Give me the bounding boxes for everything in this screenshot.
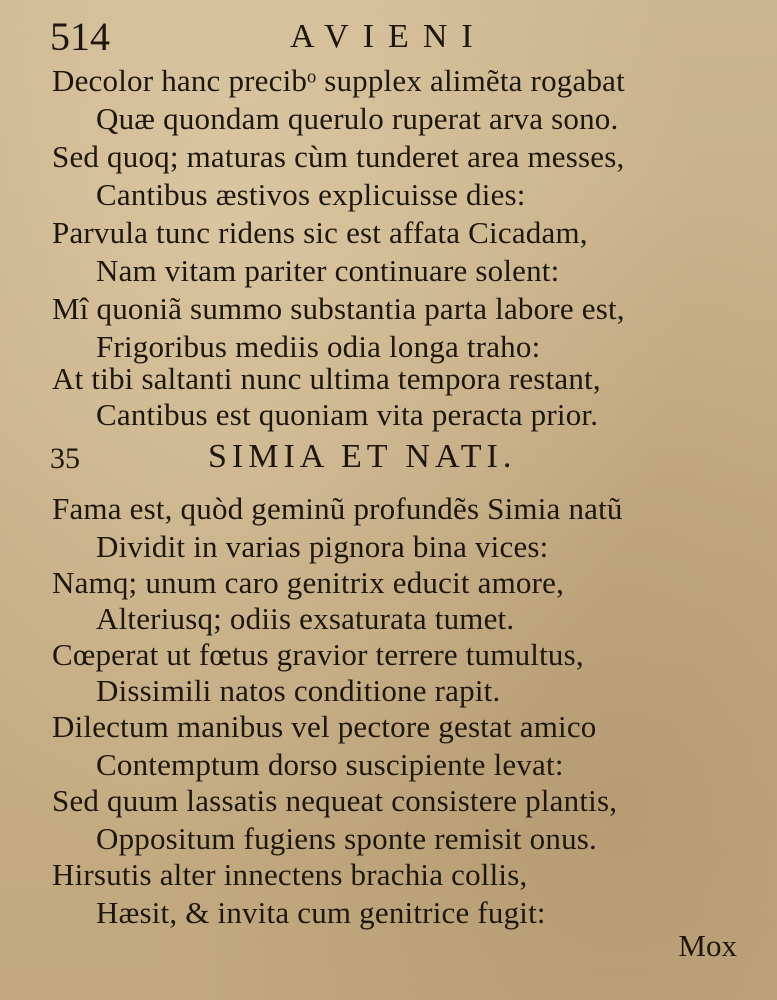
verse-line: Frigoribus mediis odia longa traho: xyxy=(96,329,541,364)
verse-line: Cantibus est quoniam vita peracta prior. xyxy=(96,397,599,432)
verse-line: Cœperat ut fœtus gravior terrere tumultus, xyxy=(52,637,584,672)
verse-line: Sed quoq; maturas cùm tunderet area messes, xyxy=(52,139,625,174)
verse-line: Namq; unum caro genitrix educit amore, xyxy=(52,565,565,600)
running-head: AVIENI xyxy=(290,18,487,55)
verse-line: Dividit in varias pignora bina vices: xyxy=(96,529,549,564)
verse-line: Nam vitam pariter continuare solent: xyxy=(96,253,560,288)
verse-line: Mî quoniã summo substantia parta labore est, xyxy=(52,291,625,326)
verse-line: Cantibus æstivos explicuisse dies: xyxy=(96,177,526,212)
verse-line: Dissimili natos conditione rapit. xyxy=(96,673,501,708)
page-header xyxy=(0,14,777,60)
verse-line: Alteriusq; odiis exsaturata tumet. xyxy=(96,601,515,636)
catchword: Mox xyxy=(678,928,737,963)
verse-line: Hæsit, & invita cum genitrice fugit: xyxy=(96,895,546,930)
verse-line: Contemptum dorso suscipiente levat: xyxy=(96,747,564,782)
verse-line: Fama est, quòd geminũ profundẽs Simia natũ xyxy=(52,491,623,526)
fable-title: SIMIA ET NATI. xyxy=(208,438,517,475)
verse-line: Parvula tunc ridens sic est affata Cicadam, xyxy=(52,215,588,250)
page-number: 514 xyxy=(50,14,110,59)
verse-line: Oppositum fugiens sponte remisit onus. xyxy=(96,821,597,856)
fable-number: 35 xyxy=(50,442,80,475)
verse-line: Dilectum manibus vel pectore gestat amico xyxy=(52,709,597,744)
verse-line: Decolor hanc precibᵒ supplex alimẽta rogabat xyxy=(52,63,625,98)
verse-line: Quæ quondam querulo ruperat arva sono. xyxy=(96,101,619,136)
verse-line: At tibi saltanti nunc ultima tempora restant, xyxy=(52,361,601,396)
verse-line: Hirsutis alter innectens brachia collis, xyxy=(52,857,528,892)
verse-line: Sed quum lassatis nequeat consistere plantis, xyxy=(52,783,618,818)
